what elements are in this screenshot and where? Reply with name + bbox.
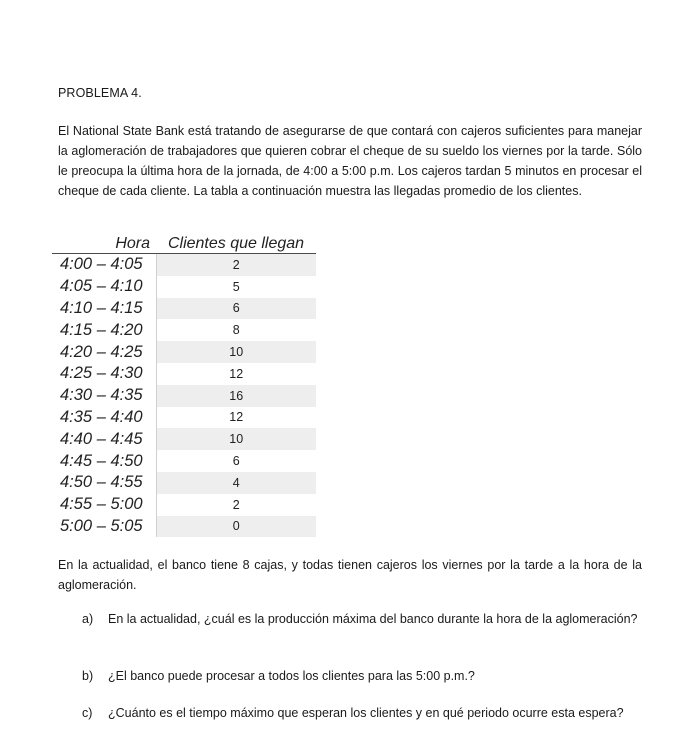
table-row xyxy=(52,450,316,472)
arrivals-cell: 12 xyxy=(229,366,244,381)
table-row xyxy=(52,363,316,385)
table-row xyxy=(52,516,316,538)
table-row xyxy=(52,319,316,341)
table-row xyxy=(52,341,316,363)
arrivals-cell: 10 xyxy=(156,428,316,450)
question-label: a) xyxy=(82,612,94,626)
arrivals-cell: 6 xyxy=(156,298,316,320)
problem-title: PROBLEMA 4. xyxy=(58,86,142,100)
question-label: c) xyxy=(82,706,93,720)
question-text: En la actualidad, ¿cuál es la producción máxima del banco durante la hora de la aglomeración? xyxy=(108,612,638,626)
time-cell: 4:20 – 4:25 xyxy=(52,341,156,363)
time-cell: 4:35 – 4:40 xyxy=(52,407,156,429)
time-cell: 4:30 – 4:35 xyxy=(52,385,156,407)
question-text: ¿Cuánto es el tiempo máximo que esperan los clientes y en qué periodo ocurre esta espera? xyxy=(108,706,624,720)
arrivals-table xyxy=(52,231,316,537)
arrivals-cell: 0 xyxy=(156,516,316,538)
arrivals-cell: 12 xyxy=(229,410,244,425)
context-paragraph: En la actualidad, el banco tiene 8 cajas, y todas tienen cajeros los viernes por la tarde a la hora de la aglomeración. xyxy=(58,558,642,592)
arrivals-cell: 6 xyxy=(232,454,240,469)
time-cell: 4:05 – 4:10 xyxy=(52,276,156,298)
question-label: b) xyxy=(82,669,94,683)
time-cell: 4:25 – 4:30 xyxy=(52,363,156,385)
table-row xyxy=(52,298,316,320)
table-row xyxy=(52,276,316,298)
table-row xyxy=(52,494,316,516)
arrivals-cell: 16 xyxy=(156,385,316,407)
time-cell: 4:40 – 4:45 xyxy=(52,428,156,450)
arrivals-cell: 4 xyxy=(156,472,316,494)
column-header-clientes: Clientes que llegan xyxy=(156,231,316,254)
time-cell: 4:10 – 4:15 xyxy=(52,298,156,320)
question-text: ¿El banco puede procesar a todos los clientes para las 5:00 p.m.? xyxy=(108,669,475,683)
time-cell: 4:55 – 5:00 xyxy=(52,494,156,516)
table-header-row xyxy=(52,231,316,254)
column-header-hora: Hora xyxy=(52,231,156,254)
arrivals-cell: 2 xyxy=(156,254,316,276)
table-row xyxy=(52,385,316,407)
time-cell: 4:00 – 4:05 xyxy=(52,254,156,276)
arrivals-cell: 2 xyxy=(232,497,240,512)
time-cell: 4:45 – 4:50 xyxy=(52,450,156,472)
time-cell: 5:00 – 5:05 xyxy=(52,516,156,538)
arrivals-cell: 10 xyxy=(156,341,316,363)
table-row xyxy=(52,472,316,494)
intro-paragraph: El National State Bank está tratando de asegurarse de que contará con cajeros suficientes para manejar la aglomeración de trabajadores que quieren cobrar el cheque de su sueldo los viernes por la tarde. Sólo le preocupa la última hora de la jornada, de 4:00 a 5:00 p.m. Los cajeros tardan 5 minutos en procesar el cheque de cada cliente. La tabla a continuación muestra las llegadas promedio de los clientes. xyxy=(58,124,642,198)
table-row xyxy=(52,407,316,429)
time-cell: 4:50 – 4:55 xyxy=(52,472,156,494)
arrivals-cell: 5 xyxy=(232,279,240,294)
table-row xyxy=(52,428,316,450)
time-cell: 4:15 – 4:20 xyxy=(52,319,156,341)
table-row xyxy=(52,254,316,276)
arrivals-cell: 8 xyxy=(232,323,240,338)
